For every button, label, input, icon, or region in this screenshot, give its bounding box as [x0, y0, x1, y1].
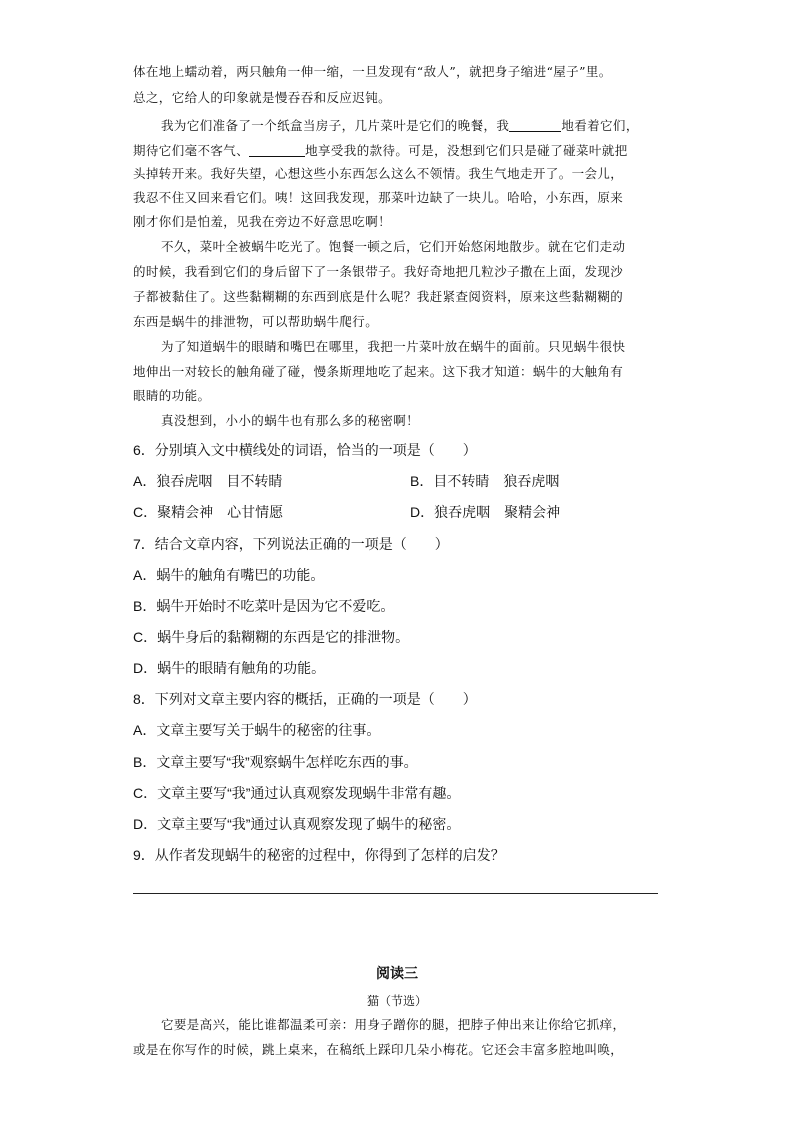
question-8-stem: 8．下列对文章主要内容的概括，正确的一项是（ ） [133, 691, 477, 707]
passage-line: 头掉转开来。我好失望，心想这些小东西怎么这么不领情。我生气地走开了。一会儿， [133, 166, 624, 181]
q6-option-d[interactable]: D．狼吞虎咽 聚精会神 [410, 504, 561, 520]
passage-line [133, 144, 628, 158]
q8-option-a[interactable]: A．文章主要写关于蜗牛的秘密的往事。 [133, 722, 381, 738]
passage-line: 刚才你们是怕羞，见我在旁边不好意思吃啊！ [133, 214, 392, 229]
q8-option-b[interactable]: B．文章主要写“我”观察蜗牛怎样吃东西的事。 [133, 754, 418, 770]
passage-text: 我为它们准备了一个纸盒当房子，几片菜叶是它们的晚餐，我 [161, 118, 510, 133]
passage-line: 或是在你写作的时候，跳上桌来，在稿纸上踩印几朵小梅花。它还会丰富多腔地叫唤， [133, 1042, 624, 1057]
q6-option-b[interactable]: B．目不转睛 狼吞虎咽 [410, 473, 560, 489]
passage-line: 地伸出一对较长的触角碰了碰，慢条斯理地吃了起来。这下我才知道：蜗牛的大触角有 [133, 364, 624, 379]
q8-option-d[interactable]: D．文章主要写“我”通过认真观察发现了蜗牛的秘密。 [133, 816, 461, 832]
passage-line: 为了知道蜗牛的眼睛和嘴巴在哪里，我把一片菜叶放在蜗牛的面前。只见蜗牛很快 [161, 339, 626, 354]
passage-text: 地享受我的款待。可是，没想到它们只是碰了碰菜叶就把 [305, 143, 628, 158]
section-subtitle: 猫（节选） [366, 994, 427, 1008]
question-6-stem: 6．分别填入文中横线处的词语，恰当的一项是（ ） [133, 442, 477, 458]
section-title: 阅读三 [376, 965, 418, 981]
answer-line[interactable] [133, 893, 658, 894]
passage-line: 总之，它给人的印象就是慢吞吞和反应迟钝。 [133, 90, 392, 105]
passage-line [161, 119, 639, 133]
passage-line: 不久，菜叶全被蜗牛吃光了。饱餐一顿之后，它们开始悠闲地散步。就在它们走动 [161, 239, 626, 254]
fill-blank-2[interactable] [249, 144, 305, 157]
q6-option-a[interactable]: A．狼吞虎咽 目不转睛 [133, 473, 283, 489]
q7-option-b[interactable]: B．蜗牛开始时不吃菜叶是因为它不爱吃。 [133, 598, 395, 614]
passage-line: 子都被黏住了。这些黏糊糊的东西到底是什么呢？我赶紧查阅资料，原来这些黏糊糊的 [133, 289, 624, 304]
fill-blank-1[interactable] [509, 119, 561, 132]
q7-option-c[interactable]: C．蜗牛身后的黏糊糊的东西是它的排泄物。 [133, 629, 410, 645]
passage-line: 体在地上蠕动着，两只触角一伸一缩，一旦发现有“敌人”，就把身子缩进“屋子”里。 [133, 64, 612, 79]
passage-line: 东西是蜗牛的排泄物，可以帮助蜗牛爬行。 [133, 314, 379, 329]
passage-line: 它要是高兴，能比谁都温柔可亲：用身子蹭你的腿，把脖子伸出来让你给它抓痒， [161, 1017, 626, 1032]
q7-option-d[interactable]: D．蜗牛的眼睛有触角的功能。 [133, 660, 326, 676]
passage-line: 眼睛的功能。 [133, 388, 211, 403]
q8-option-c[interactable]: C．文章主要写“我”通过认真观察发现蜗牛非常有趣。 [133, 785, 461, 801]
question-7-stem: 7．结合文章内容，下列说法正确的一项是（ ） [133, 536, 449, 552]
question-9-stem: 9．从作者发现蜗牛的秘密的过程中，你得到了怎样的启发？ [133, 847, 505, 863]
passage-text: 期待它们毫不客气、 [133, 143, 250, 158]
q7-option-a[interactable]: A．蜗牛的触角有嘴巴的功能。 [133, 567, 325, 583]
passage-text: 地看着它们， [561, 118, 639, 133]
passage-line: 的时候，我看到它们的身后留下了一条银带子。我好奇地把几粒沙子撒在上面，发现沙 [133, 264, 624, 279]
passage-line: 我忍不住又回来看它们。咦！这回我发现，那菜叶边缺了一块儿。哈哈，小东西，原来 [133, 190, 624, 205]
passage-line: 真没想到，小小的蜗牛也有那么多的秘密啊！ [161, 413, 420, 428]
q6-option-c[interactable]: C．聚精会神 心甘情愿 [133, 504, 284, 520]
